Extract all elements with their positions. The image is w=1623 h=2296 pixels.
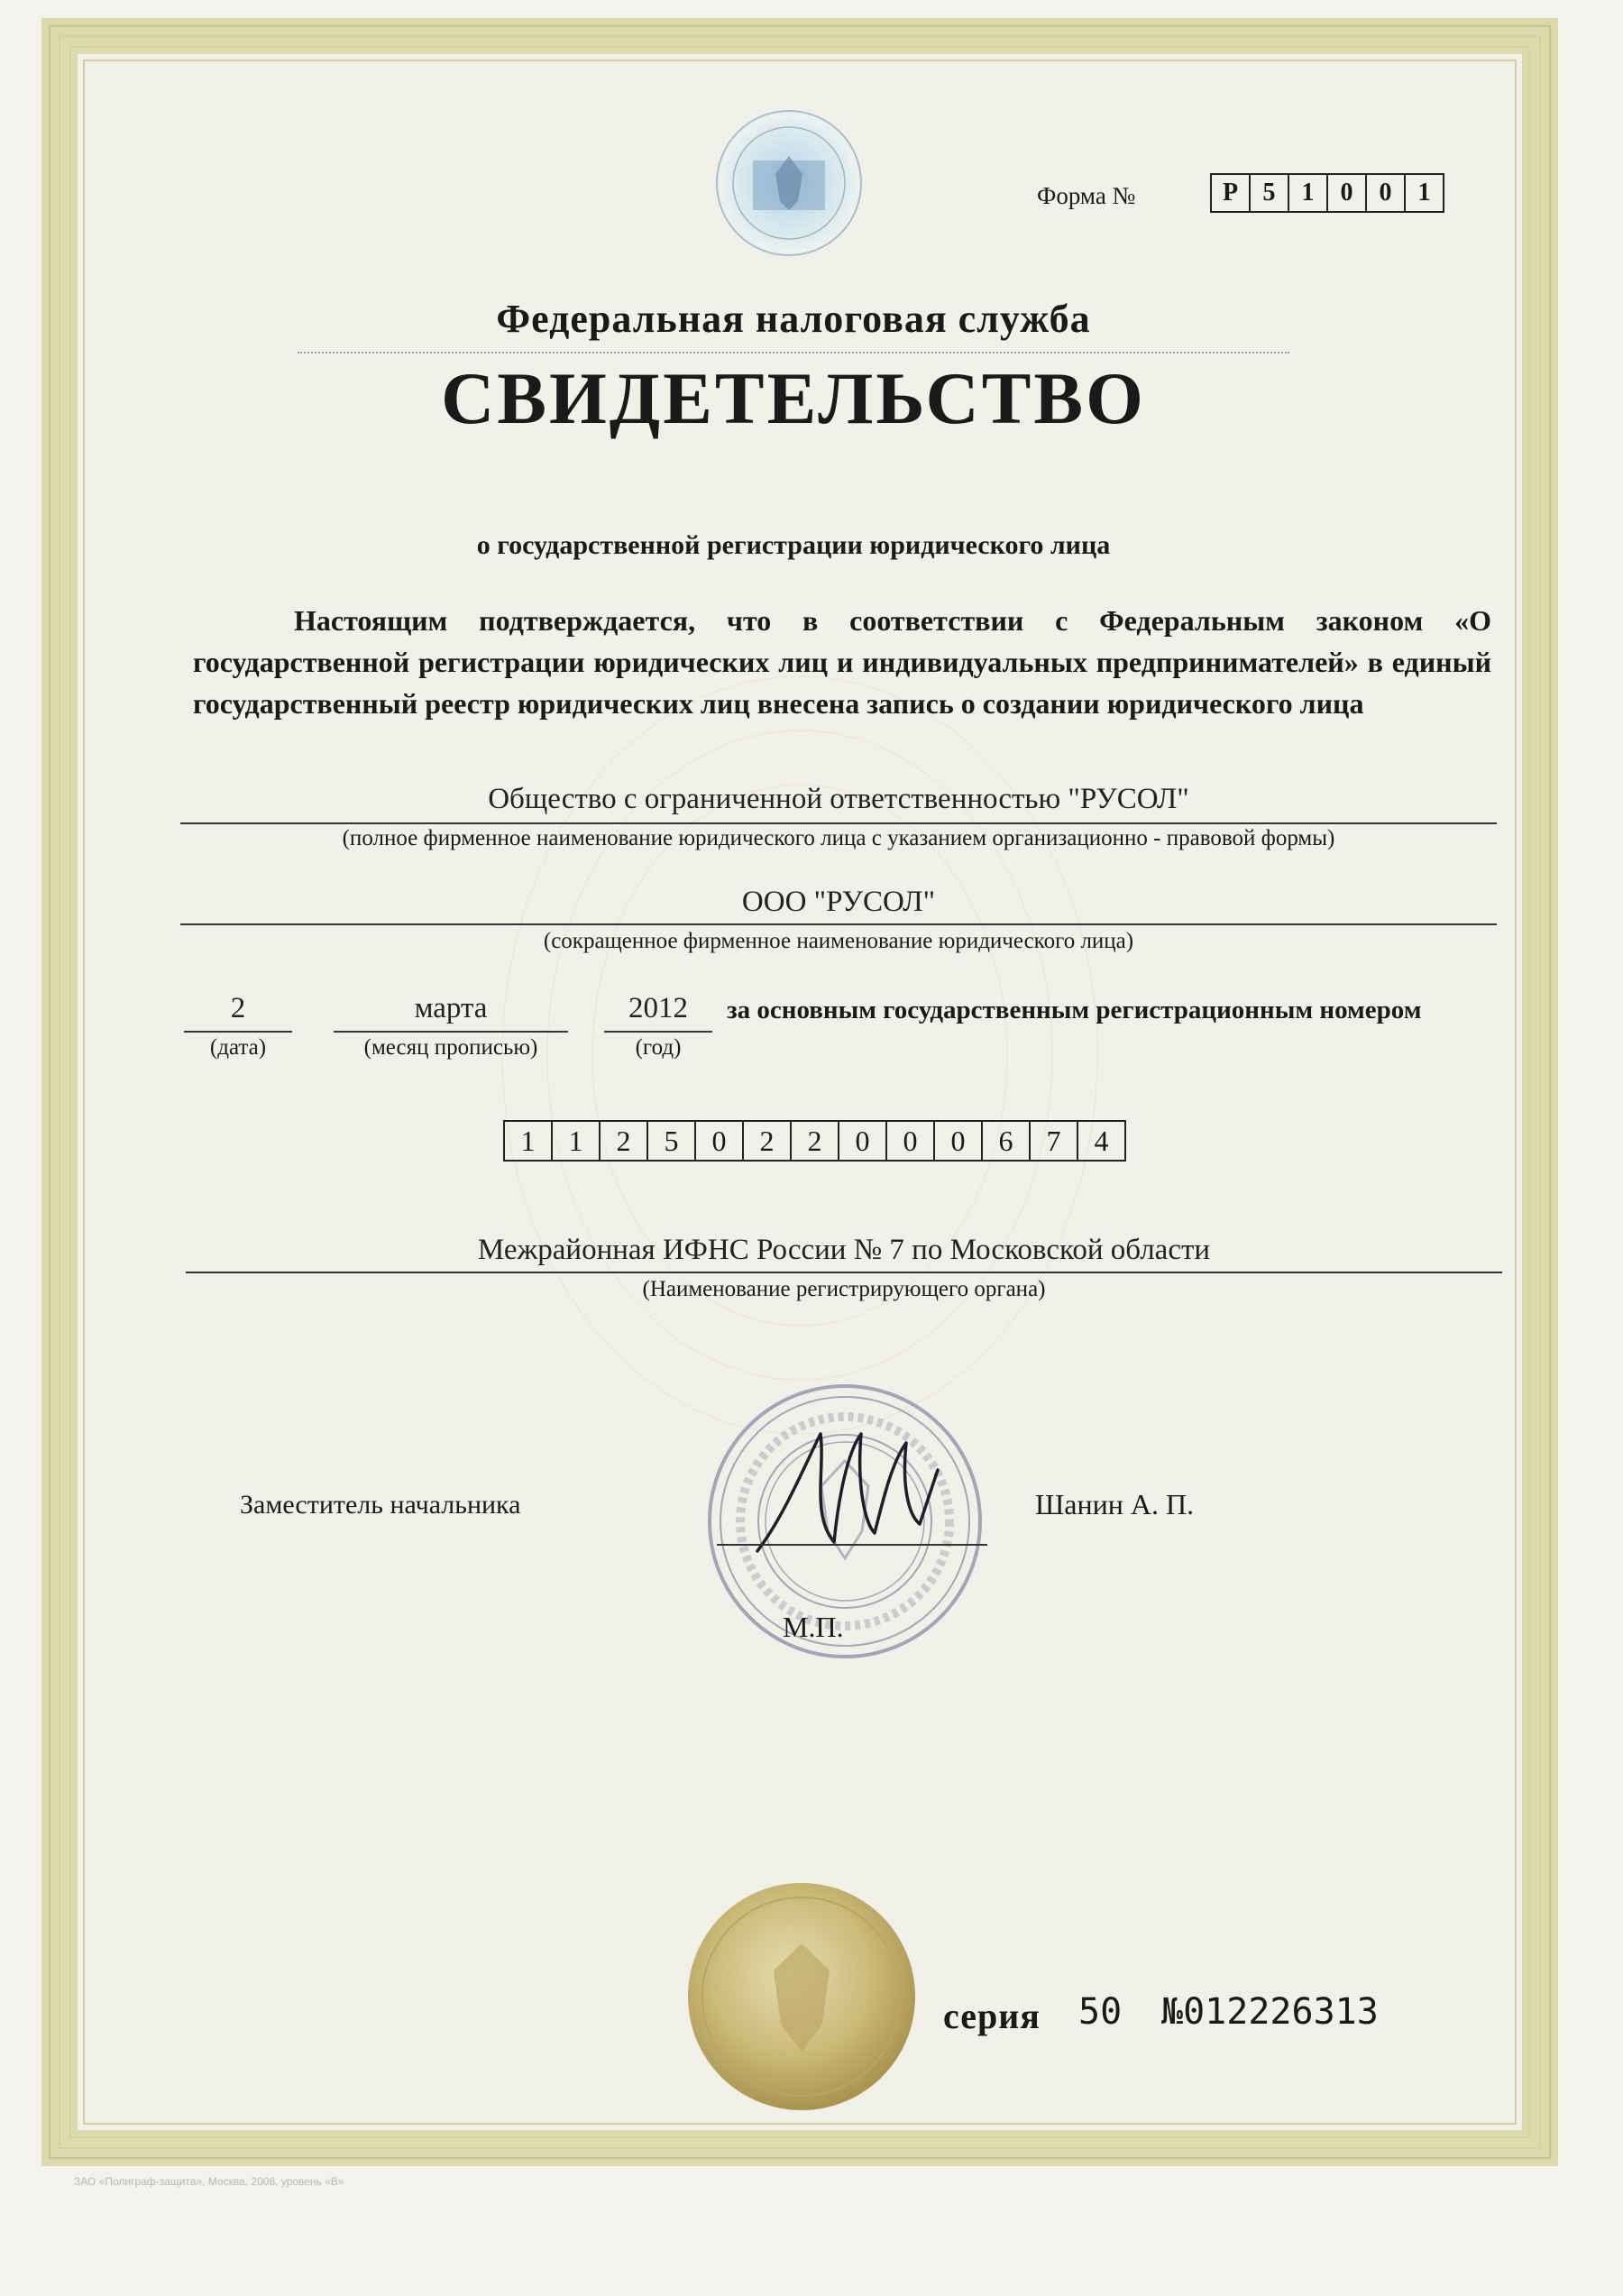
signature-line <box>717 1544 987 1546</box>
form-label: Форма № <box>1037 182 1136 209</box>
series-value: 50 <box>1078 1991 1123 2033</box>
ogrn-digit: 1 <box>505 1122 553 1160</box>
gold-seal-icon <box>685 1880 918 2113</box>
ogrn-digit: 4 <box>1094 1124 1109 1157</box>
registration-year: 2012 <box>628 992 688 1024</box>
form-code-cell: Р <box>1212 175 1251 211</box>
registering-authority: Межрайонная ИФНС России № 7 по Московской области <box>477 1234 1211 1266</box>
full-name-caption: (полное фирменное наименование юридического лица с указанием организационно - правовой формы) <box>342 826 1335 850</box>
ogrn-digit: 5 <box>648 1122 696 1160</box>
month-underline <box>334 1031 568 1033</box>
ogrn-digit: 6 <box>983 1122 1031 1160</box>
certificate-number: №012226313 <box>1161 1991 1379 2033</box>
series-label: серия <box>943 1996 1041 2036</box>
form-code-cell: 1 <box>1417 179 1431 207</box>
form-code-cell: 0 <box>1367 175 1406 211</box>
form-code <box>1210 173 1444 213</box>
short-name-caption: (сокращенное фирменное наименование юридического лица) <box>543 929 1134 953</box>
ogrn-digit: 2 <box>744 1122 792 1160</box>
year-caption: (год) <box>635 1035 682 1060</box>
confirmation-text: Настоящим подтверждается, что в соответствии с Федеральным законом «О государственной регистрации юридических лиц и индивидуальных предпринимателей» в единый государственный реестр юридических лиц внесена запись о создании юридического лица <box>193 604 1491 720</box>
day-underline <box>184 1031 292 1033</box>
short-company-name: ООО "РУСОЛ" <box>741 886 936 918</box>
ogrn-digit: 1 <box>553 1122 601 1160</box>
year-underline <box>604 1031 712 1033</box>
ogrn-digit: 2 <box>792 1122 839 1160</box>
registration-day: 2 <box>230 992 246 1024</box>
ogrn-digit: 0 <box>935 1122 983 1160</box>
ogrn-digit: 0 <box>839 1122 887 1160</box>
stamp-place-label: М.П. <box>783 1611 844 1643</box>
form-code-cell: 0 <box>1328 175 1367 211</box>
short-name-underline <box>180 923 1497 925</box>
full-company-name: Общество с ограниченной ответственностью "РУСОЛ" <box>488 783 1189 815</box>
hologram-emblem-icon <box>712 106 866 260</box>
day-caption: (дата) <box>209 1035 267 1060</box>
authority-caption: (Наименование регистрирующего органа) <box>642 1277 1046 1301</box>
ogrn-digit: 2 <box>601 1122 648 1160</box>
printer-imprint: ЗАО «Полиграф-защита», Москва, 2008, уровень «В» <box>74 2175 344 2188</box>
registration-month: марта <box>414 992 488 1024</box>
authority-underline <box>186 1272 1502 1273</box>
signer-name: Шанин А. П. <box>1035 1488 1195 1520</box>
full-name-underline <box>180 822 1497 824</box>
ogrn-digit: 0 <box>887 1122 935 1160</box>
form-code-cell: 1 <box>1289 175 1328 211</box>
ogrn-digit: 0 <box>696 1122 744 1160</box>
agency-divider <box>298 352 1289 354</box>
ogrn-digit: 7 <box>1031 1122 1078 1160</box>
agency-name: Федеральная налоговая служба <box>496 297 1091 341</box>
certificate-subtitle: о государственной регистрации юридического лица <box>476 530 1111 560</box>
month-caption: (месяц прописью) <box>363 1035 538 1060</box>
signature-icon <box>748 1416 947 1560</box>
ogrn-number <box>503 1120 1126 1162</box>
form-code-cell: 5 <box>1251 175 1289 211</box>
signer-position: Заместитель начальника <box>240 1490 521 1520</box>
certificate-title: СВИДЕТЕЛЬСТВО <box>441 357 1146 439</box>
ogrn-label: за основным государственным регистрационным номером <box>727 996 1422 1024</box>
